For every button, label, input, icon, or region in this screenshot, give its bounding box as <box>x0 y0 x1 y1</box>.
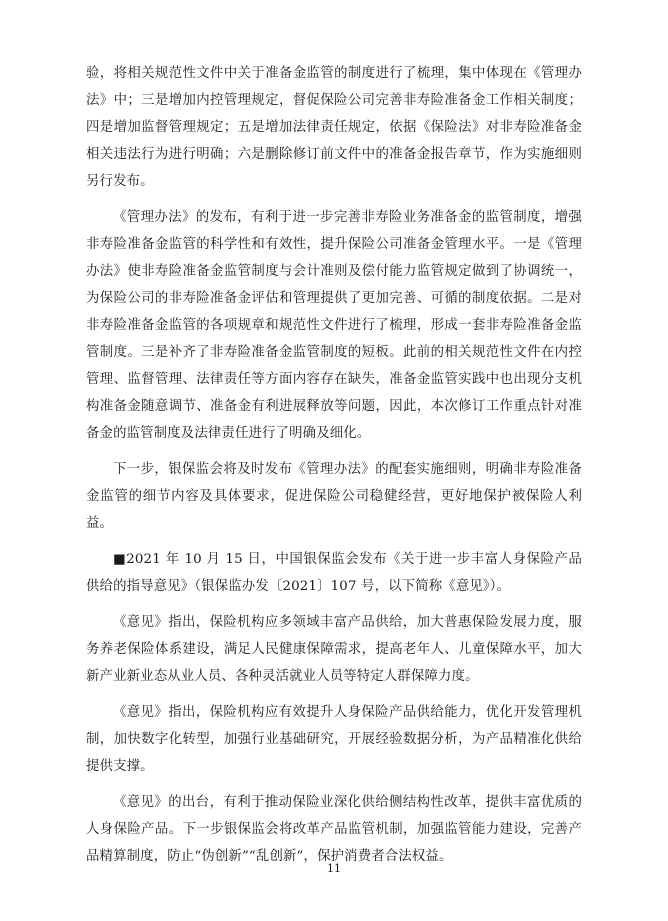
paragraph-news-item: ■2021 年 10 月 15 日，中国银保监会发布《关于进一步丰富人身保险产品供给的指导意见》（银保监办发〔2021〕107 号，以下简称《意见》）。 <box>86 552 582 594</box>
paragraph-next-step: 下一步，银保监会将及时发布《管理办法》的配套实施细则，明确非寿险准备金监管的细节内容及具体要求，促进保险公司稳健经营，更好地保护被保险人利益。 <box>86 462 582 531</box>
paragraph-continuation: 验，将相关规范性文件中关于准备金监管的制度进行了梳理，集中体现在《管理办法》中；三是增加内控管理规定，督促保险公司完善非寿险准备金工作相关制度；四是增加监督管理规定；五是增加法律责任规定，依据《保险法》对非寿险准备金相关违法行为进行明确；六是删除修订前文件中的准备金报告章节，作为实施细则另行发布。 <box>86 66 582 189</box>
paragraph-management-measures: 《管理办法》的发布，有利于进一步完善非寿险业务准备金的监管制度，增强非寿险准备金监管的科学性和有效性，提升保险公司准备金管理水平。一是《管理办法》使非寿险准备金监管制度与会计准则及偿付能力监管规定做到了协调统一，为保险公司的非寿险准备金评估和管理提供了更加完善、可循的制度依据。二是对非寿险准备金监管的各项规章和规范性文件进行了梳理，形成一套非寿险准备金监管制度。三是补齐了非寿险准备金监管制度的短板。此前的相关规范性文件在内控管理、监督管理、法律责任等方面内容存在缺失，准备金监管实践中也出现分支机构准备金随意调节、准备金有利进展释放等问题，因此，本次修订工作重点针对准备金的监管制度及法律责任进行了明确及细化。 <box>86 210 582 441</box>
paragraph-opinion-2: 《意见》指出，保险机构应有效提升人身保险产品供给能力，优化开发管理机制，加快数字化转型，加强行业基础研究，开展经验数据分析，为产品精准化供给提供支撑。 <box>86 705 582 774</box>
body-text <box>86 60 582 879</box>
paragraph-opinion-1: 《意见》指出，保险机构应多领域丰富产品供给，加大普惠保险发展力度，服务养老保险体系建设，满足人民健康保障需求，提高老年人、儿童保障水平，加大新产业新业态从业人员、各种灵活就业人员等特定人群保障力度。 <box>86 615 582 684</box>
page-number: 11 <box>327 862 341 875</box>
paragraph-opinion-3: 《意见》的出台，有利于推动保险业深化供给侧结构性改革，提供丰富优质的人身保险产品。下一步银保监会将改革产品监管机制，加强监管能力建设，完善产品精算制度，防止“伪创新”“乱创新”，保护消费者合法权益。 <box>86 795 582 864</box>
